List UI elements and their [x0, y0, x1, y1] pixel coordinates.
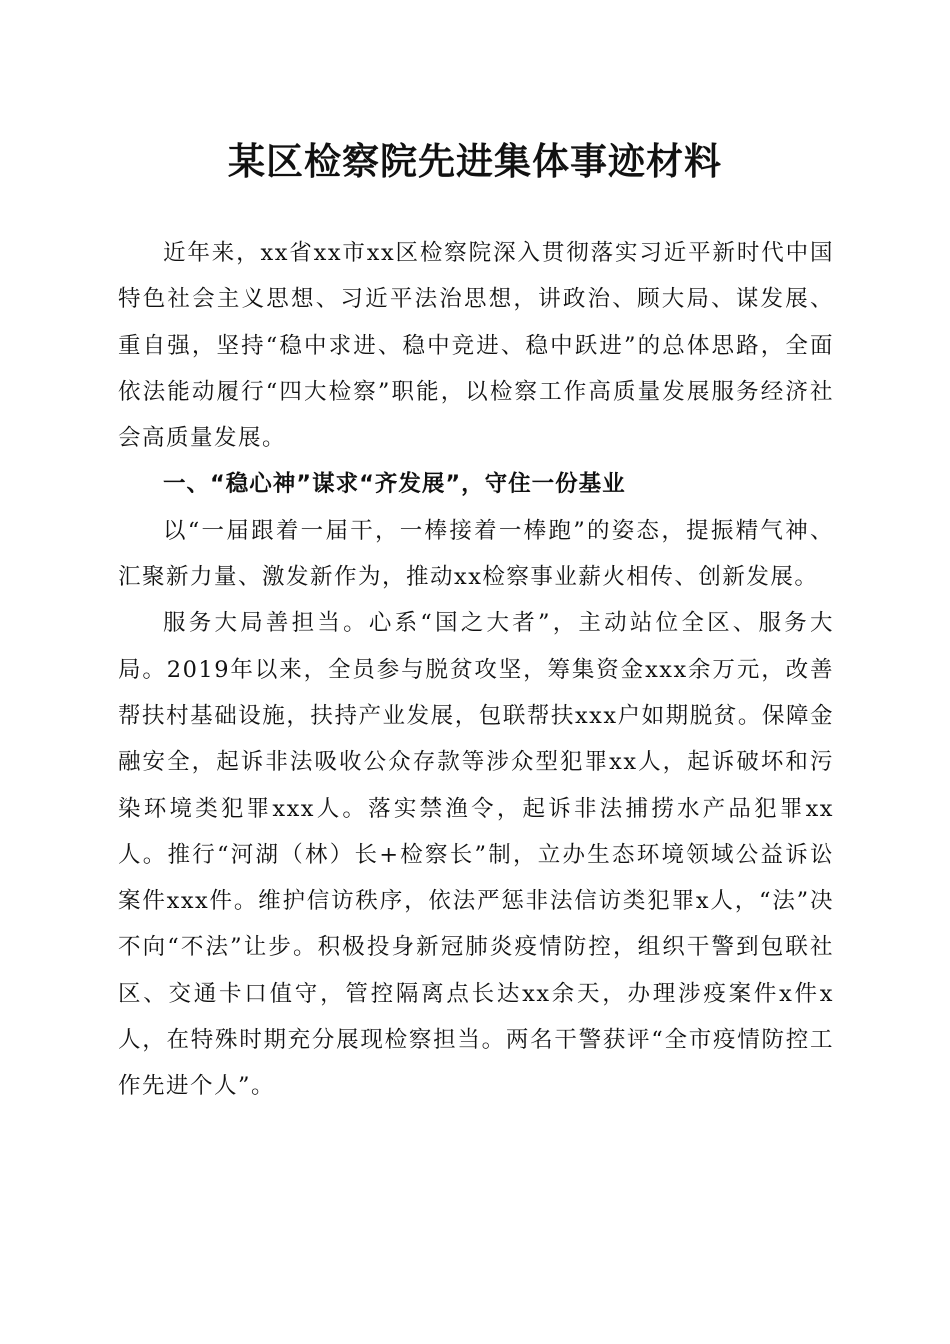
intro-paragraph: 近年来，xx省xx市xx区检察院深入贯彻落实习近平新时代中国特色社会主义思想、习近平法治思想，讲政治、顾大局、谋发展、重自强，坚持“稳中求进、稳中竞进、稳中跃进”的总体思路，全面依法能动履行“四大检察”职能，以检察工作高质量发展服务经济社会高质量发展。 [118, 240, 834, 452]
section-1-paragraph-1: 以“一届跟着一届干，一棒接着一棒跑”的姿态，提振精气神、汇聚新力量、激发新作为，推动xx检察事业薪火相传、创新发展。 [118, 517, 834, 591]
section-heading-1: 一、“稳心神”谋求“齐发展”，守住一份基业 [163, 471, 626, 498]
section-1-paragraph-2: 服务大局善担当。心系“国之大者”，主动站位全区、服务大局。2019年以来，全员参与脱贫攻坚，筹集资金xxx余万元，改善帮扶村基础设施，扶持产业发展，包联帮扶xxx户如期脱贫。保障金融安全，起诉非法吸收公众存款等涉众型犯罪xx人，起诉破坏和污染环境类犯罪xxx人。落实禁渔令，起诉非法捕捞水产品犯罪xx人。推行“河湖（林）长+检察长”制，立办生态环境领域公益诉讼案件xxx件。维护信访秩序，依法严惩非法信访类犯罪x人，“法”决不向“不法”让步。积极投身新冠肺炎疫情防控，组织干警到包联社区、交通卡口值守，管控隔离点长达xx余天，办理涉疫案件x件x人，在特殊时期充分展现检察担当。两名干警获评“全市疫情防控工作先进个人”。 [118, 610, 834, 1100]
document-title: 某区检察院先进集体事迹材料 [228, 139, 722, 183]
document-body [118, 230, 834, 1110]
